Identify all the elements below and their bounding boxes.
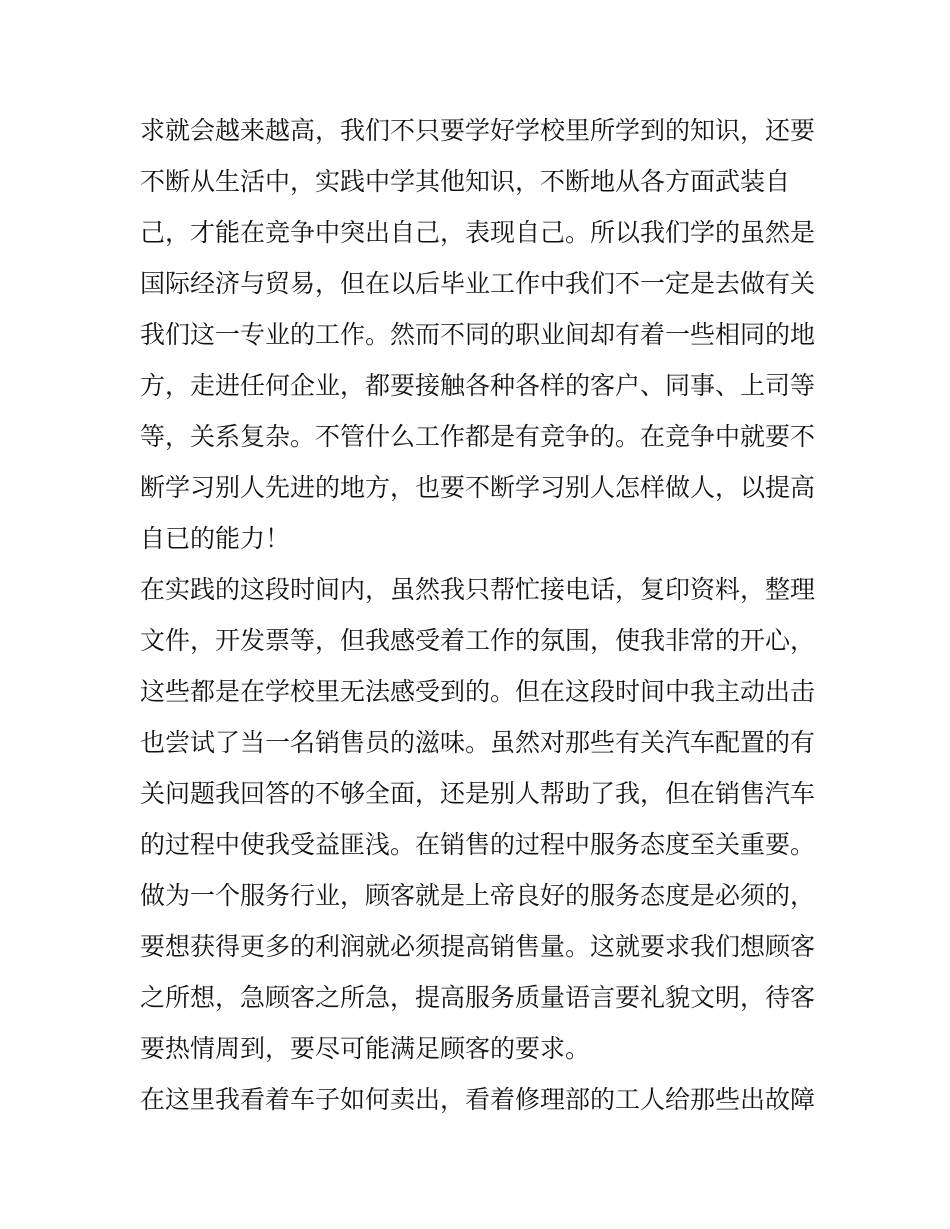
text-line: 等，关系复杂。不管什么工作都是有竞争的。在竞争中就要不	[140, 422, 816, 451]
text-line: 断学习别人先进的地方，也要不断学习别人怎样做人，以提高	[140, 473, 816, 502]
text-line: 国际经济与贸易，但在以后毕业工作中我们不一定是去做有关	[140, 269, 816, 298]
text-line: 要热情周到，要尽可能满足顾客的要求。	[140, 1034, 591, 1063]
text-line: 文件，开发票等，但我感受着工作的氛围，使我非常的开心，	[140, 626, 816, 655]
text-line: 求就会越来越高，我们不只要学好学校里所学到的知识，还要	[140, 116, 816, 145]
text-line: 我们这一专业的工作。然而不同的职业间却有着一些相同的地	[140, 320, 816, 349]
text-line: 己，才能在竞争中突出自己，表现自己。所以我们学的虽然是	[140, 218, 816, 247]
text-line: 要想获得更多的利润就必须提高销售量。这就要求我们想顾客	[140, 932, 816, 961]
text-line: 在实践的这段时间内，虽然我只帮忙接电话，复印资料，整理	[140, 575, 816, 604]
text-line: 也尝试了当一名销售员的滋味。虽然对那些有关汽车配置的有	[140, 728, 816, 757]
text-line: 这些都是在学校里无法感受到的。但在这段时间中我主动出击	[140, 677, 816, 706]
text-line: 在这里我看着车子如何卖出，看着修理部的工人给那些出故障	[140, 1085, 816, 1114]
text-line: 不断从生活中，实践中学其他知识，不断地从各方面武装自	[140, 167, 791, 196]
document-body	[140, 105, 816, 1125]
text-line: 自已的能力！	[140, 524, 291, 553]
text-line: 方，走进任何企业，都要接触各种各样的客户、同事、上司等	[140, 371, 816, 400]
text-line: 之所想，急顾客之所急，提高服务质量语言要礼貌文明，待客	[140, 983, 816, 1012]
text-line: 的过程中使我受益匪浅。在销售的过程中服务态度至关重要。	[140, 830, 816, 859]
text-line: 关问题我回答的不够全面，还是别人帮助了我，但在销售汽车	[140, 779, 816, 808]
text-line: 做为一个服务行业，顾客就是上帝良好的服务态度是必须的，	[140, 881, 816, 910]
